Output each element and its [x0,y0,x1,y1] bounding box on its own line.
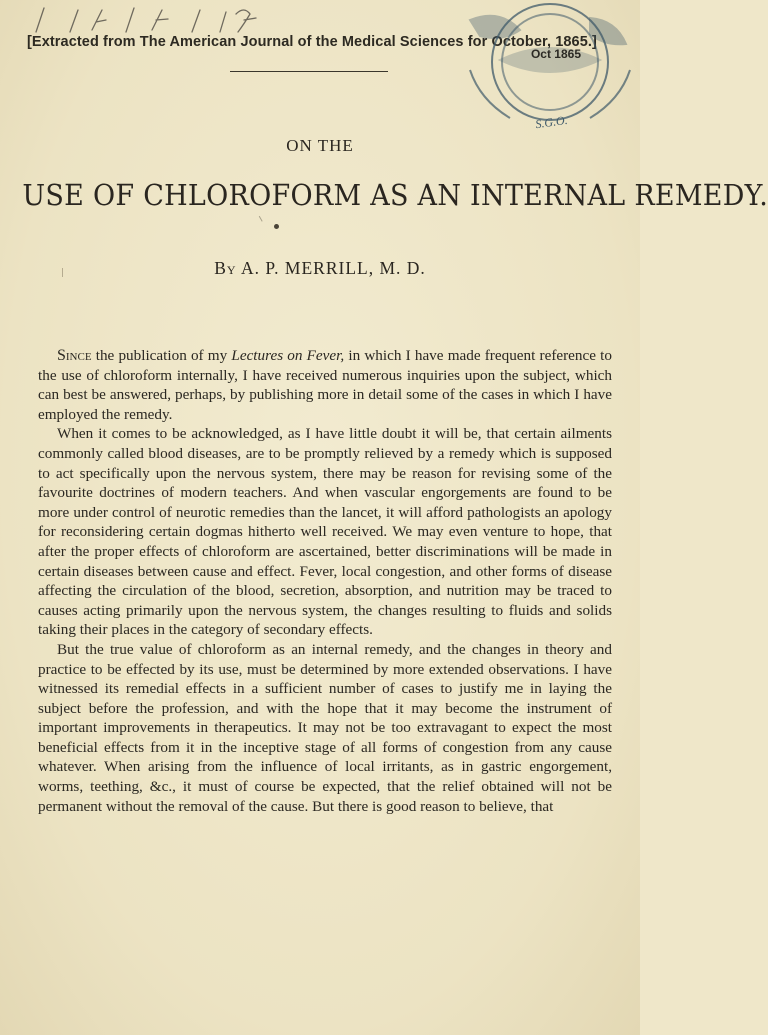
library-stamp [440,0,640,140]
article-title: USE OF CHLOROFORM AS AN INTERNAL REMEDY. [22,178,768,212]
book-title: Lectures on Fever, [231,347,345,364]
pretitle: ON THE [286,136,354,155]
article-body [38,346,612,816]
byline [0,258,640,279]
byline-by: By [214,258,237,278]
note-underline [230,71,388,72]
paragraph-text: in which I have made frequent reference to the use of chloroform internally, I have received numerous inquiries upon the subject, which can best be answered, perhaps, by publishing more in detail some of the cases in which I have employed the remedy. [38,347,612,423]
paragraph-1 [38,346,612,424]
paragraph-text: the publication of my [91,347,232,364]
ornament-dot [274,224,279,229]
extract-note: [Extracted from The American Journal of the Medical Sciences for October, 1865.] [27,34,597,50]
svg-text:S.G.O.: S.G.O. [534,112,569,132]
paragraph-3: But the true value of chloroform as an internal remedy, and the changes in theory and practice to be effected by its use, must be determined by more extended observations. I have witnessed its remedial effects in a sufficient number of cases to justify me in laying the subject before the profession, and with the hope that it may become the instrument of important improvements in therapeutics. It may not be too extravagant to expect the most beneficial effects from it in the inceptive stage of all forms of congestion from any cause whatever. When arising from the influence of local irritants, as in gastric engorgement, worms, teething, &c., it must of course be expected, that the relief obtained will not be permanent without the removal of the cause. But there is good reason to believe, that [38,640,612,815]
drop-lead: Since [57,347,92,364]
byline-author: A. P. MERRILL, M. D. [240,258,426,278]
svg-text:Oct 1865: Oct 1865 [530,47,582,61]
pencil-handwriting [22,2,322,38]
paragraph-2: When it comes to be acknowledged, as I have little doubt it will be, that certain ailments commonly called blood diseases, are to be promptly relieved by a remedy which is supposed to act specifically upon the nervous system, there may be reason for revising some of the favourite doctrines of modern teachers. And when vascular engorgements are found to be more under control of neurotic remedies than the lancet, it will afford pathologists an apology for reconsidering certain dogmas hitherto well received. We may even venture to hope, that after the proper effects of chloroform are ascertained, better discriminations will be made in certain diseases between cause and effect. Fever, local congestion, and other forms of disease affecting the circulation of the blood, secretion, absorption, and nutrition may be traced to causes acting primarily upon the nervous system, the changes resulting to fluids and solids taking their places in the category of secondary effects. [38,425,612,639]
